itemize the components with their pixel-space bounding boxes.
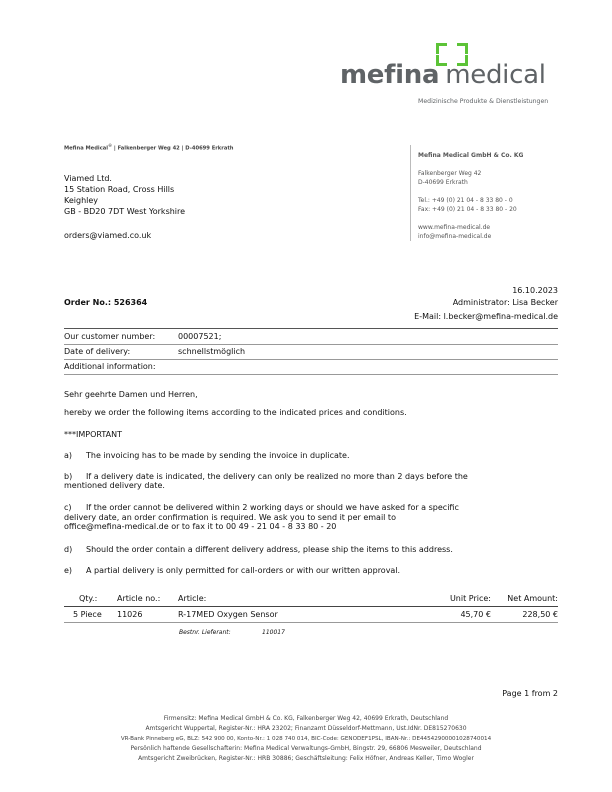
greeting: Sehr geehrte Damen und Herren, [64,390,198,399]
order-date: 16.10.2023 [512,286,558,295]
table-header-rule [64,606,558,607]
supplier-order-value: 110017 [262,629,285,636]
company-tel: Tel.: +49 (0) 21 04 - 8 33 80 - 0 [418,197,513,204]
footer [0,714,612,764]
sender-company: Mefina Medical [64,145,109,152]
condition-text: mentioned delivery date. [64,481,165,490]
condition-key: e) [64,566,73,575]
footer-line: VR-Bank Pinneberg eG, BLZ: 542 900 00, Konto-Nr.: 1 028 740 014, BIC-Code: GENODEF1PSL, IBAN-Nr.: DE44542900001028740014 [120,736,492,742]
footer-line: Amtsgericht Zweibrücken, Register-Nr.: HRB 30886; Geschäftsleitung: Felix Höfner, Andreas Keller, Timo Wogler [138,755,474,762]
company-name: Mefina Medical GmbH & Co. KG [418,152,524,159]
logo-tagline: Medizinische Produkte & Dienstleistungen [418,98,549,105]
page-number: Page 1 from 2 [502,689,558,698]
condition-key: a) [64,451,73,460]
condition-text: delivery date, an order confirmation is required. We ask you to send it per email to [64,513,396,522]
sender-return-line [64,143,234,152]
col-header-net-amount: Net Amount: [507,594,558,603]
footer-line: Amtsgericht Wuppertal, Register-Nr.: HRA 23202; Finanzamt Düsseldorf-Mettmann, Ust.IdNr. DE815270630 [145,725,467,732]
info-value: schnellstmöglich [178,347,246,356]
order-contact-email: E-Mail: l.becker@mefina-medical.de [414,312,558,321]
recipient-line: Keighley [64,196,99,205]
company-web: www.mefina-medical.de [418,224,491,231]
company-street: Falkenberger Weg 42 [418,170,482,177]
cell-qty: 5 Piece [73,610,102,619]
company-email: info@mefina-medical.de [418,233,492,240]
sender-address: | Falkenberger Weg 42 | D-40699 Erkrath [112,145,234,152]
condition-text: A partial delivery is only permitted for call-orders or with our written approval. [86,566,401,575]
col-header-unit-price: Unit Price: [449,594,491,603]
cell-article: R-17MED Oxygen Sensor [178,610,278,619]
table-row-rule [64,622,558,623]
condition-key: c) [64,503,72,512]
info-top-rule [64,328,558,329]
col-header-qty: Qty.: [79,594,98,603]
condition-key: b) [64,472,73,481]
info-row-rule [64,359,558,360]
col-header-article: Article: [178,594,207,603]
cell-unit-price: 45,70 € [460,610,491,619]
recipient-line: 15 Station Road, Cross Hills [64,185,175,194]
footer-line: Firmensitz: Mefina Medical GmbH & Co. KG, Falkenberger Weg 42, 40699 Erkrath, Deutschland [163,715,449,722]
cell-article-no: 11026 [117,610,143,619]
company-city: D-40699 Erkrath [418,179,468,186]
info-row-rule [64,344,558,345]
cell-net-amount: 228,50 € [522,610,558,619]
order-number: Order No.: 526364 [64,298,148,307]
company-divider [410,145,411,241]
condition-text: Should the order contain a different delivery address, please ship the items to this address. [86,545,453,554]
intro-text: hereby we order the following items according to the indicated prices and conditions. [64,408,407,417]
recipient-line: Viamed Ltd. [64,174,112,183]
important-heading: ***IMPORTANT [64,430,122,439]
info-label: Date of delivery: [64,347,131,356]
registered-mark: ® [108,143,113,148]
condition-text: office@mefina-medical.de or to fax it to 00 49 - 21 04 - 8 33 80 - 20 [64,522,337,531]
info-label: Our customer number: [64,332,156,341]
condition-text: The invoicing has to be made by sending the invoice in duplicate. [86,451,350,460]
footer-line: Persönlich haftende Gesellschafterin: Mefina Medical Verwaltungs-GmbH, Bingstr. 29, 66806 Mesweiler, Deutschland [130,745,482,752]
supplier-order-label: Bestnr. Lieferant: [179,629,231,636]
info-row-rule [64,374,558,375]
col-header-article-no: Article no.: [117,594,161,603]
logo-word-medical: medical [445,60,546,90]
company-fax: Fax: +49 (0) 21 04 - 8 33 80 - 20 [418,206,517,213]
info-value: 00007521; [178,332,222,341]
recipient-email: orders@viamed.co.uk [64,231,152,240]
condition-key: d) [64,545,73,554]
condition-text: If a delivery date is indicated, the delivery can only be realized no more than 2 days before the [86,472,468,481]
recipient-line: GB - BD20 7DT West Yorkshire [64,207,186,216]
order-administrator: Administrator: Lisa Becker [452,298,558,307]
logo-word-mefina: mefina [340,60,440,90]
info-label: Additional information: [64,362,156,371]
condition-text: If the order cannot be delivered within 2 working days or should we have asked for a specific [86,503,459,512]
